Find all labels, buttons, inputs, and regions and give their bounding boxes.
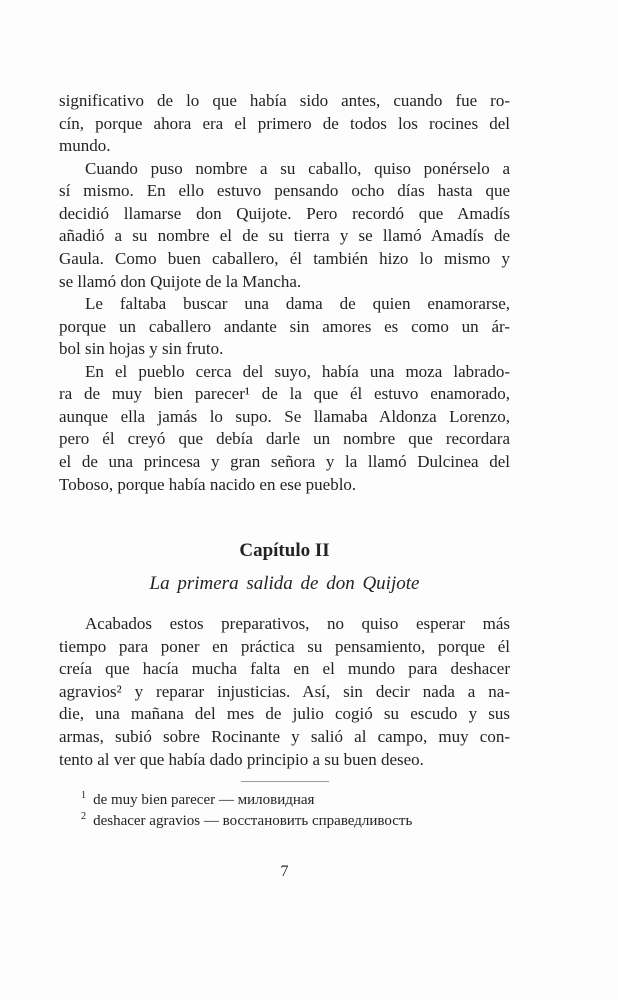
- text-line: decidió llamarse don Quijote. Pero recordó que Amadís: [59, 203, 510, 223]
- chapter-subtitle: La primera salida de don Quijote: [149, 573, 420, 595]
- footnote: [59, 811, 510, 832]
- paragraph: [59, 90, 510, 158]
- footnote-text: deshacer agravios — восстановить справедливость: [93, 813, 413, 830]
- footnote-text: de muy bien parecer — миловидная: [93, 792, 315, 809]
- text-line: sí mismo. En ello estuvo pensando ocho días hasta que: [59, 181, 510, 201]
- text-line: pero él creyó que debía darle un nombre que recordara: [59, 429, 510, 449]
- text-line: Toboso, porque había nacido en ese pueblo.: [59, 474, 357, 494]
- text-line: die, una mañana del mes de julio cogió su escudo y sus: [59, 704, 510, 724]
- text-line: añadió a su nombre el de su tierra y se llamó Amadís de: [59, 226, 510, 246]
- text-line: se llamó don Quijote de la Mancha.: [59, 271, 302, 291]
- paragraph: [59, 361, 510, 496]
- chapter-title: Capítulo II: [239, 540, 330, 562]
- footnotes: [59, 790, 510, 832]
- text-line: ra de muy bien parecer¹ de la que él estuvo enamorado,: [59, 384, 510, 404]
- paragraph: [59, 613, 510, 771]
- text-line: creía que hacía mucha falta en el mundo para deshacer: [59, 659, 510, 679]
- text-line: cín, porque ahora era el primero de todos los rocines del: [59, 113, 510, 133]
- text-line: mundo.: [59, 136, 111, 156]
- footnote-marker: 1: [81, 790, 87, 802]
- footnote-marker: 2: [81, 811, 87, 823]
- footnote-separator-rule: [241, 781, 329, 782]
- page-number: 7: [280, 863, 289, 881]
- text-line: aunque ella jamás lo supo. Se llamaba Aldonza Lorenzo,: [59, 406, 510, 426]
- text-line: agravios² y reparar injusticias. Así, sin decir nada a na-: [59, 681, 510, 701]
- paragraph: [59, 293, 510, 361]
- text-line: bol sin hojas y sin fruto.: [59, 339, 224, 359]
- text-line: porque un caballero andante sin amores es como un ár-: [59, 316, 510, 336]
- text-line: el de una princesa y gran señora y la llamó Dulcinea del: [59, 452, 510, 471]
- text-line: armas, subió sobre Rocinante y salió al campo, muy con-: [59, 726, 510, 746]
- text-line: significativo de lo que había sido antes, cuando fue ro-: [59, 91, 510, 110]
- text-line: Le faltaba buscar una dama de quien enamorarse,: [85, 294, 510, 314]
- paragraphs-after-heading: [59, 613, 510, 771]
- text-block: [59, 90, 510, 883]
- text-line: Gaula. Como buen caballero, él también hizo lo mismo y: [59, 248, 510, 268]
- text-line: En el pueblo cerca del suyo, había una moza labrado-: [85, 361, 510, 381]
- text-line: Cuando puso nombre a su caballo, quiso ponérselo a: [85, 158, 510, 178]
- paragraphs-before-heading: [59, 90, 510, 496]
- footnote: [59, 790, 510, 811]
- paragraph: [59, 158, 510, 293]
- text-line: tiempo para poner en práctica su pensamiento, porque él: [59, 636, 510, 656]
- text-line: Acabados estos preparativos, no quiso esperar más: [85, 614, 510, 634]
- text-line: tento al ver que había dado principio a su buen deseo.: [59, 749, 424, 769]
